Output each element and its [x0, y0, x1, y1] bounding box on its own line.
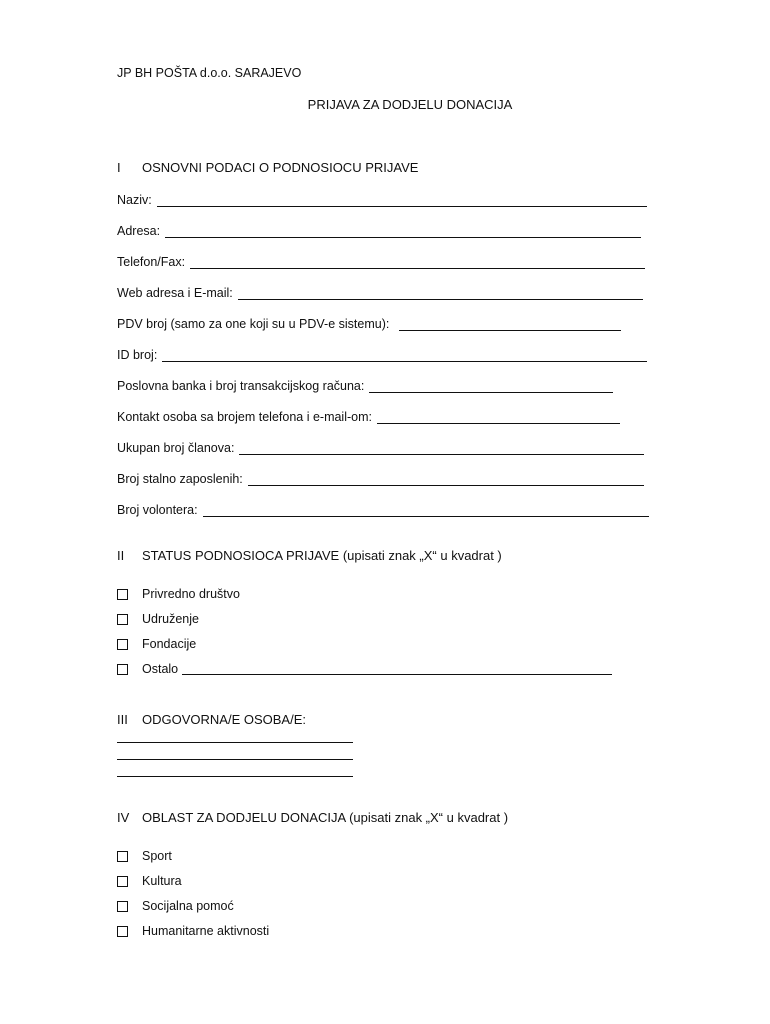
field-adresa[interactable] — [117, 222, 641, 238]
section-3-heading — [117, 712, 306, 727]
responsible-person-line-1[interactable] — [117, 742, 353, 743]
fill-line[interactable] — [238, 288, 643, 300]
fill-line[interactable] — [157, 195, 647, 207]
organization-name: JP BH POŠTA d.o.o. SARAJEVO — [117, 66, 302, 80]
field-pdv-broj[interactable] — [117, 315, 621, 331]
field-label: Ukupan broj članova: — [117, 441, 235, 455]
section-title: STATUS PODNOSIOCA PRIJAVE (upisati znak „X“ u kvadrat ) — [142, 548, 502, 563]
ostalo-fill-line[interactable] — [182, 664, 612, 675]
field-id-broj[interactable] — [117, 346, 647, 362]
section-title: ODGOVORNA/E OSOBA/E: — [142, 712, 306, 727]
section-number: I — [117, 160, 121, 175]
checkbox[interactable] — [117, 851, 128, 862]
section-number: IV — [117, 810, 130, 825]
section-2-heading — [117, 548, 502, 563]
field-label: Kontakt osoba sa brojem telefona i e-mail-om: — [117, 410, 372, 424]
fill-line[interactable] — [248, 474, 644, 486]
status-option-fondacije[interactable] — [117, 637, 196, 651]
field-broj-zaposlenih[interactable] — [117, 470, 644, 486]
checkbox[interactable] — [117, 664, 128, 675]
field-label: PDV broj (samo za one koji su u PDV-e sistemu): — [117, 317, 390, 331]
field-kontakt-osoba[interactable] — [117, 408, 620, 424]
fill-line[interactable] — [190, 257, 645, 269]
area-option-socijalna-pomoc[interactable] — [117, 899, 234, 913]
section-number: III — [117, 712, 128, 727]
section-4-heading — [117, 810, 508, 825]
fill-line[interactable] — [239, 443, 644, 455]
status-option-privredno-drustvo[interactable] — [117, 587, 240, 601]
option-label: Kultura — [142, 874, 182, 888]
responsible-person-line-3[interactable] — [117, 776, 353, 777]
option-label: Socijalna pomoć — [142, 899, 234, 913]
option-label: Fondacije — [142, 637, 197, 651]
area-option-humanitarne-aktivnosti[interactable] — [117, 924, 269, 938]
fill-line[interactable] — [377, 412, 620, 424]
field-label: Adresa: — [117, 224, 161, 238]
field-banka-racun[interactable] — [117, 377, 613, 393]
responsible-person-line-2[interactable] — [117, 759, 353, 760]
section-title: OBLAST ZA DODJELU DONACIJA (upisati znak „X“ u kvadrat ) — [142, 810, 509, 825]
option-label: Privredno društvo — [142, 587, 240, 601]
option-label: Humanitarne aktivnosti — [142, 924, 270, 938]
option-label: Sport — [142, 849, 172, 863]
checkbox[interactable] — [117, 926, 128, 937]
fill-line[interactable] — [165, 226, 641, 238]
field-naziv[interactable] — [117, 191, 647, 207]
field-label: Broj volontera: — [117, 503, 198, 517]
checkbox[interactable] — [117, 639, 128, 650]
status-option-ostalo[interactable] — [117, 662, 612, 676]
fill-line[interactable] — [162, 350, 647, 362]
area-option-sport[interactable] — [117, 849, 172, 863]
section-number: II — [117, 548, 125, 563]
fill-line[interactable] — [369, 381, 613, 393]
fill-line[interactable] — [203, 505, 649, 517]
section-1-heading — [117, 160, 418, 175]
section-title: OSNOVNI PODACI O PODNOSIOCU PRIJAVE — [142, 160, 419, 175]
field-telefon-fax[interactable] — [117, 253, 645, 269]
field-broj-clanova[interactable] — [117, 439, 644, 455]
option-label: Udruženje — [142, 612, 199, 626]
field-label: Poslovna banka i broj transakcijskog računa: — [117, 379, 365, 393]
field-label: Web adresa i E-mail: — [117, 286, 233, 300]
field-label: Naziv: — [117, 193, 152, 207]
document-title: PRIJAVA ZA DODJELU DONACIJA — [307, 97, 513, 112]
checkbox[interactable] — [117, 876, 128, 887]
field-label: ID broj: — [117, 348, 158, 362]
checkbox[interactable] — [117, 901, 128, 912]
field-label: Telefon/Fax: — [117, 255, 186, 269]
option-label: Ostalo — [142, 662, 179, 676]
status-option-udruzenje[interactable] — [117, 612, 199, 626]
area-option-kultura[interactable] — [117, 874, 182, 888]
field-web-email[interactable] — [117, 284, 643, 300]
checkbox[interactable] — [117, 589, 128, 600]
checkbox[interactable] — [117, 614, 128, 625]
field-broj-volontera[interactable] — [117, 501, 649, 517]
fill-line[interactable] — [399, 319, 621, 331]
field-label: Broj stalno zaposlenih: — [117, 472, 243, 486]
